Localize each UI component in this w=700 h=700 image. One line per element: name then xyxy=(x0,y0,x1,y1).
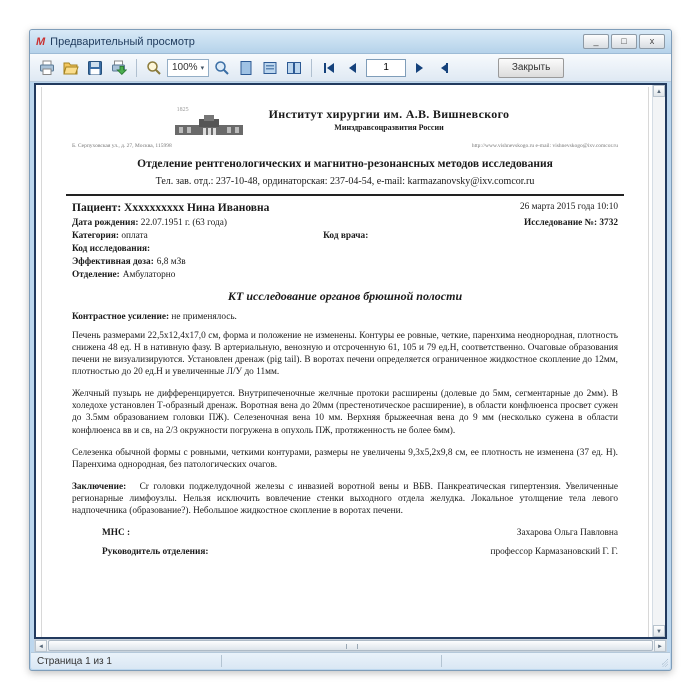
divider xyxy=(66,194,624,196)
vertical-scrollbar[interactable] xyxy=(652,85,665,637)
institute-name: Институт хирургии им. А.В. Вишневского xyxy=(268,107,510,121)
resize-grip-icon[interactable] xyxy=(662,656,668,667)
building-icon xyxy=(173,115,245,137)
signature-label-mns: МНС : xyxy=(102,527,131,538)
window-title: Предварительный просмотр xyxy=(50,35,195,48)
signature-name-mns: Захарова Ольга Павловна xyxy=(516,527,618,538)
patient-name: Xxxxxxxxxx Нина Ивановна xyxy=(124,201,270,214)
study-title: КТ исследование органов брюшной полости xyxy=(227,289,463,304)
institute-address: Б. Серпуховская ул., д. 27, Москва, 115998 xyxy=(72,142,172,149)
spleen-paragraph: Селезенка обычной формы с ровными, четкими контурами, размеры не увеличены 9,3х5,2х9,8 см, ее плотность не изменена (37 ед. Н). Паренхима однородная, без патологических очагов. xyxy=(72,447,618,470)
contrast-value: не применялось. xyxy=(171,311,237,322)
letterhead xyxy=(72,107,618,141)
next-page-icon[interactable] xyxy=(408,57,430,79)
patient-row xyxy=(72,201,618,216)
category-row xyxy=(72,230,618,242)
department-title: Отделение рентгенологических и магнитно-резонансных методов исследования xyxy=(137,158,553,171)
patient-department-value: Амбулаторно xyxy=(122,270,176,281)
logo-year: 1825 xyxy=(176,107,189,113)
preview-viewport xyxy=(34,83,667,639)
open-icon[interactable] xyxy=(60,57,82,79)
birth-row xyxy=(72,217,618,229)
signature-name-head: профессор Кармазановский Г. Г. xyxy=(490,547,618,558)
doctor-code-label: Код врача: xyxy=(323,230,369,241)
zoom-select[interactable] xyxy=(167,59,209,77)
maximize-button[interactable]: □ xyxy=(611,34,637,49)
close-button[interactable]: x xyxy=(639,34,665,49)
minimize-button[interactable]: _ xyxy=(583,34,609,49)
contrast-label: Контрастное усиление: xyxy=(72,311,170,322)
scroll-right-icon[interactable]: ► xyxy=(654,640,666,652)
category-value: оплата xyxy=(121,230,148,241)
signature-row xyxy=(72,546,618,558)
contrast-line xyxy=(72,311,618,323)
status-separator xyxy=(441,655,442,667)
status-bar xyxy=(31,652,670,669)
preview-window xyxy=(29,29,672,671)
zoom-icon[interactable] xyxy=(143,57,165,79)
title-bar[interactable] xyxy=(30,30,671,54)
study-code-row xyxy=(72,243,618,255)
conclusion-label: Заключение: xyxy=(72,481,127,492)
patient-department-label: Отделение: xyxy=(72,270,120,281)
page-setup-icon[interactable] xyxy=(108,57,130,79)
page-number-input[interactable] xyxy=(366,59,406,77)
close-preview-button[interactable]: Закрыть xyxy=(498,58,564,78)
print-icon[interactable] xyxy=(36,57,58,79)
institute-website: http://www.vishnevskogo.ru e-mail: vishnevskogo@ixv.comcor.ru xyxy=(471,142,618,149)
dose-value: 6,8 мЗв xyxy=(156,257,186,268)
dose-label: Эффективная доза: xyxy=(72,257,154,268)
scrollbar-thumb[interactable] xyxy=(48,640,653,651)
ministry-name: Минздравсоцразвития России xyxy=(334,122,444,132)
report-page xyxy=(41,87,649,637)
dept-row xyxy=(72,269,618,281)
dose-row xyxy=(72,256,618,268)
study-number-label: Исследование №: xyxy=(523,217,598,228)
first-page-icon[interactable] xyxy=(318,57,340,79)
signature-label-head: Руководитель отделения: xyxy=(102,547,209,558)
patient-label: Пациент: xyxy=(72,201,122,214)
chevron-down-icon: ▾ xyxy=(200,64,205,72)
zoom-out-icon[interactable] xyxy=(211,57,233,79)
conclusion-text: Cr головки поджелудочной железы с инвазией воротной вены и ВБВ. Панкреатическая гипертензия. Увеличенные регионарные лимфоузлы. Нельзя исключить вовлечение стенки выходного отдела желудка. Локальное утолщение тела левого надпочечника (образование?). Небольшое жидкостное скопление в воротах печени. xyxy=(72,481,618,516)
toolbar-separator xyxy=(136,59,137,77)
birthdate-value: 22.07.1951 г. (63 года) xyxy=(140,217,228,228)
toolbar xyxy=(30,54,671,82)
gallbladder-paragraph: Желчный пузырь не дифференцируется. Внутрипеченочные желчные протоки расширены (долевые до 5мм, сегментарные до 2мм). В холедохе установлен Т-образный дренаж. Воротная вена до 20мм (престенотическое расширение), в области конфлюенса просвет сужен до 3.5мм образованием головки ПЖ). Селезеночная вена 10 мм. Верхняя брыжеечная вена до 9 мм (несколько сужена в области конфлюенса вв и св, на 2/3 окружности погружена в опухоль ПЖ, протяженность не более 6мм). xyxy=(72,389,618,436)
study-datetime: 26 марта 2015 года 10:10 xyxy=(520,201,618,212)
horizontal-scrollbar[interactable] xyxy=(34,639,667,652)
study-code-label: Код исследования: xyxy=(72,244,151,255)
toolbar-separator xyxy=(311,59,312,77)
status-separator xyxy=(221,655,222,667)
institute-logo xyxy=(173,107,255,141)
whole-page-icon[interactable] xyxy=(235,57,257,79)
category-label: Категория: xyxy=(72,230,120,241)
study-number-value: 3732 xyxy=(599,217,618,228)
scroll-left-icon[interactable]: ◄ xyxy=(35,640,47,652)
zoom-value: 100% xyxy=(172,62,198,73)
department-contacts: Тел. зав. отд.: 237-10-48, ординаторская: 237-04-54, e-mail: karmazanovsky@ixv.comcor.ru xyxy=(155,175,535,187)
liver-paragraph: Печень размерами 22,5х12,4х17,0 см, форма и положение не изменены. Контуры ее ровные, четкие, паренхима неоднородная, плотность снижена 48 ед. Н в нативную фазу. В артериальную, венозную и отсроченную 61, 105 и 79 ед.Н, соответственно. Очаговые образования печени не визуализируются. Установлен дренаж (pig tail). В воротах печени определяется ограниченное жидкостное скопление до 12мм, плотностью до 20 ед.Н и увеличенные Л/У до 11мм. xyxy=(72,330,618,378)
conclusion-paragraph xyxy=(72,481,618,517)
page-count-status: Страница 1 из 1 xyxy=(37,655,112,667)
signature-row xyxy=(72,527,618,539)
app-logo-icon: M xyxy=(36,35,46,48)
birthdate-label: Дата рождения: xyxy=(72,217,139,228)
scroll-up-icon[interactable]: ▲ xyxy=(653,85,665,97)
save-icon[interactable] xyxy=(84,57,106,79)
page-area xyxy=(36,85,652,637)
last-page-icon[interactable] xyxy=(432,57,454,79)
prev-page-icon[interactable] xyxy=(342,57,364,79)
scroll-down-icon[interactable]: ▼ xyxy=(653,625,665,637)
page-width-icon[interactable] xyxy=(259,57,281,79)
two-pages-icon[interactable] xyxy=(283,57,305,79)
